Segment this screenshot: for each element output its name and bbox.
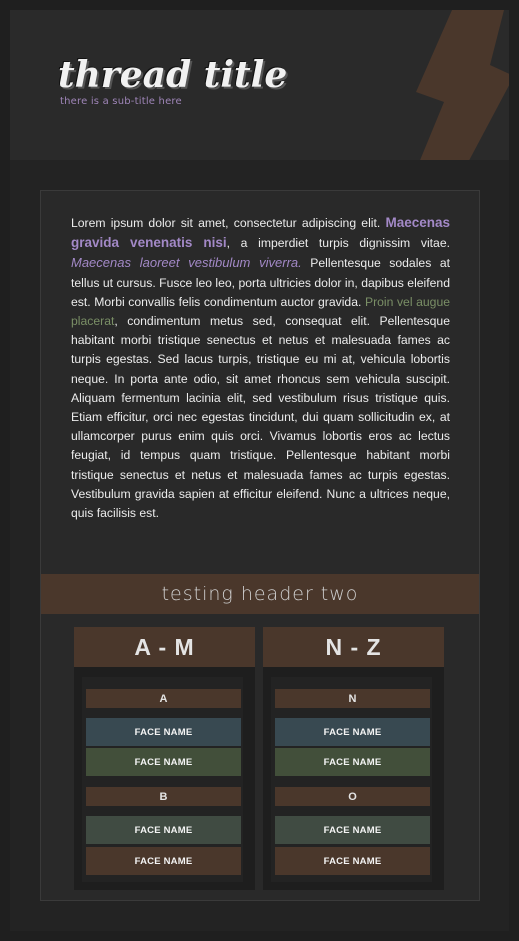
column-a-m xyxy=(74,627,255,890)
body-italic-text: Maecenas laoreet vestibulum viverra. xyxy=(71,255,302,271)
face-name-item[interactable]: FACE NAME xyxy=(86,718,241,746)
column-list xyxy=(82,677,243,882)
face-name-item[interactable]: FACE NAME xyxy=(275,847,430,875)
post-body xyxy=(71,213,450,523)
face-name-item[interactable]: FACE NAME xyxy=(275,718,430,746)
column-title: A - M xyxy=(74,627,255,667)
column-n-z xyxy=(263,627,444,890)
face-name-item[interactable]: FACE NAME xyxy=(86,847,241,875)
face-name-item[interactable]: FACE NAME xyxy=(86,816,241,844)
face-name-item[interactable]: FACE NAME xyxy=(275,748,430,776)
thread-subtitle: there is a sub-title here xyxy=(60,96,182,107)
body-text-1: Lorem ipsum dolor sit amet, consectetur adipiscing elit. xyxy=(71,216,386,230)
body-text-2: , a imperdiet turpis dignissim vitae. xyxy=(226,236,450,251)
letter-header: N xyxy=(275,689,430,708)
thread-title: thread title xyxy=(58,54,288,96)
body-green-text: Proin vel augue placerat xyxy=(71,294,451,329)
letter-header: A xyxy=(86,689,241,708)
column-list xyxy=(271,677,432,882)
body-text-3: Pellentesque sodales at tellus ut cursus. Fusce leo leo, porta ultricies dolor in, dapibus eleifend est. Morbi convallis felis condimentum auctor gravida. xyxy=(71,256,450,309)
section-header: testing header two xyxy=(41,574,479,614)
lightning-bolt-icon xyxy=(394,10,509,160)
body-bold-text: Maecenas gravida venenatis nisi xyxy=(71,215,450,251)
letter-header: O xyxy=(275,787,430,806)
face-name-item[interactable]: FACE NAME xyxy=(275,816,430,844)
post-panel xyxy=(40,190,480,901)
column-title: N - Z xyxy=(263,627,444,667)
face-name-item[interactable]: FACE NAME xyxy=(86,748,241,776)
body-text-4: , condimentum metus sed, consequat elit. Pellentesque habitant morbi tristique senectus et netus et malesuada fames ac turpis egestas. Sed lacus turpis, tristique eu mi at, vehicula lobortis neque. In porta ante odio, sit amet rhoncus sem vehicula suscipit. Aliquam fermentum lacinia elit, sed vestibulum risus tristique quis. Etiam efficitur, orci nec egestas tincidunt, dui quam sollicitudin ex, at ullamcorper purus enim quis orci. Vivamus lobortis eros ac lectus feugiat, id tempus quam tristique. Pellentesque habitant morbi tristique senectus et netus et malesuada fames ac turpis egestas. Vestibulum gravida sapien at efficitur eleifend. Nunc a ultrices neque, quis facilisis est. xyxy=(71,314,450,521)
thread-header xyxy=(10,10,509,160)
letter-header: B xyxy=(86,787,241,806)
